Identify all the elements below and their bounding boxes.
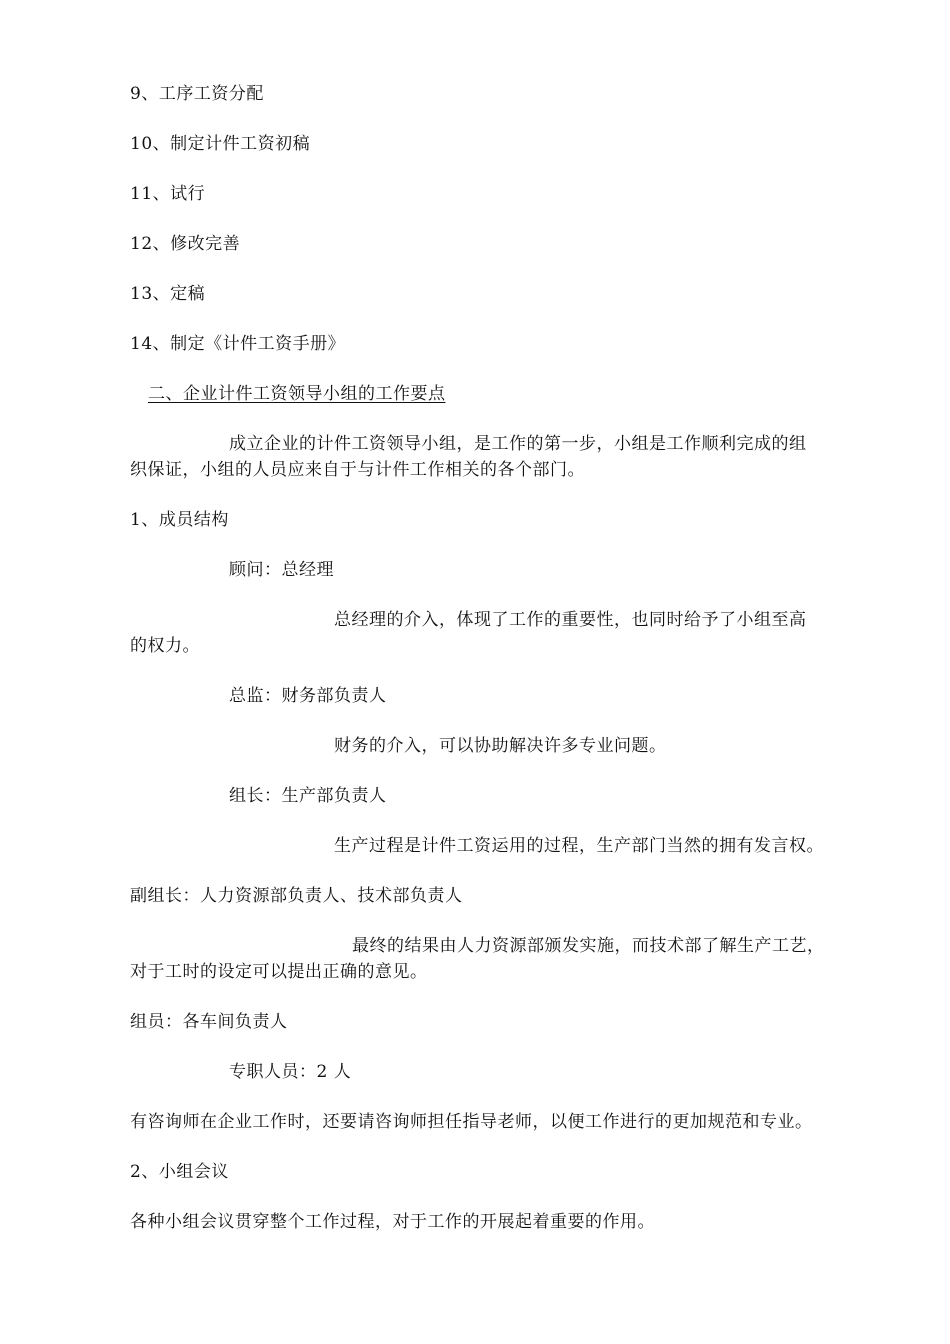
list-item-14: 14、制定《计件工资手册》 bbox=[130, 334, 346, 354]
list-item-9: 9、工序工资分配 bbox=[130, 84, 264, 104]
consultant-note: 有咨询师在企业工作时，还要请咨询师担任指导老师，以便工作进行的更加规范和专业。 bbox=[130, 1112, 813, 1132]
deputy-note-line-1: 最终的结果由人力资源部颁发实施，而技术部了解生产工艺， bbox=[352, 936, 825, 956]
list-item-13: 13、定稿 bbox=[130, 284, 206, 304]
list-item-10: 10、制定计件工资初稿 bbox=[130, 134, 311, 154]
section-heading: 二、企业计件工资领导小组的工作要点 bbox=[148, 384, 446, 404]
leader-note: 生产过程是计件工资运用的过程，生产部门当然的拥有发言权。 bbox=[334, 836, 824, 856]
deputy-note-line-2: 对于工时的设定可以提出正确的意见。 bbox=[130, 962, 428, 982]
role-dedicated-staff: 专职人员：2 人 bbox=[229, 1062, 352, 1082]
meeting-note: 各种小组会议贯穿整个工作过程，对于工作的开展起着重要的作用。 bbox=[130, 1212, 655, 1232]
role-leader: 组长：生产部负责人 bbox=[229, 786, 387, 806]
subheading-group-meeting: 2、小组会议 bbox=[130, 1162, 229, 1182]
role-deputy-leader: 副组长：人力资源部负责人、技术部负责人 bbox=[130, 886, 463, 906]
list-item-11: 11、试行 bbox=[130, 184, 206, 204]
advisor-note-line-2: 的权力。 bbox=[130, 636, 200, 656]
subheading-member-structure: 1、成员结构 bbox=[130, 510, 229, 530]
paragraph-intro-line-2: 织保证，小组的人员应来自于与计件工作相关的各个部门。 bbox=[130, 460, 585, 480]
role-members: 组员：各车间负责人 bbox=[130, 1012, 288, 1032]
role-director: 总监：财务部负责人 bbox=[229, 686, 387, 706]
role-advisor: 顾问：总经理 bbox=[229, 560, 334, 580]
director-note: 财务的介入，可以协助解决许多专业问题。 bbox=[334, 736, 667, 756]
paragraph-intro-line-1: 成立企业的计件工资领导小组，是工作的第一步，小组是工作顺利完成的组 bbox=[229, 434, 807, 454]
list-item-12: 12、修改完善 bbox=[130, 234, 241, 254]
advisor-note-line-1: 总经理的介入，体现了工作的重要性，也同时给予了小组至高 bbox=[334, 610, 807, 630]
